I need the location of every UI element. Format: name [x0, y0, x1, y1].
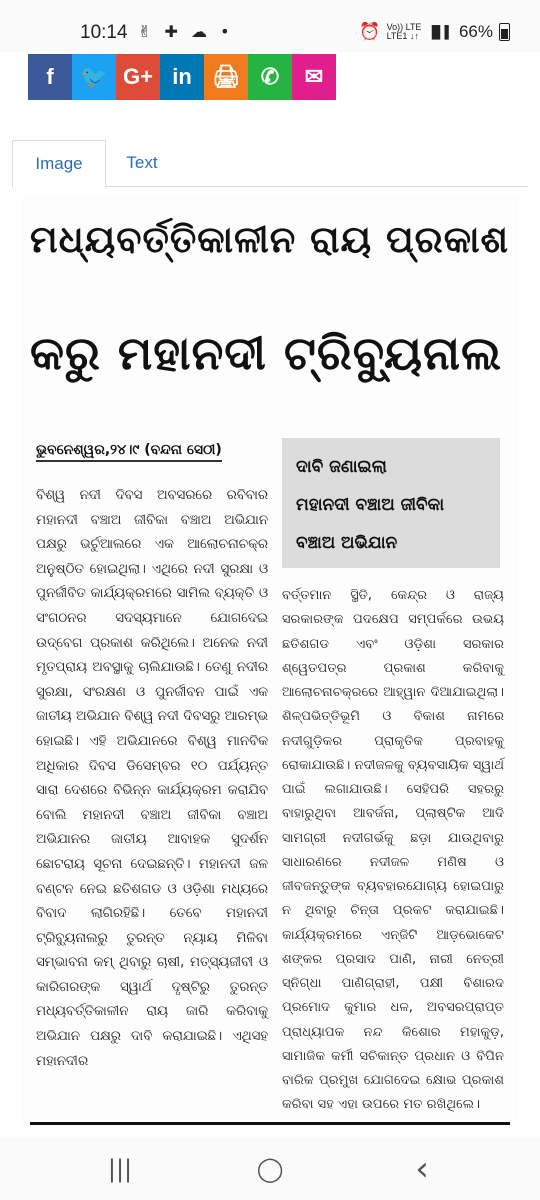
tab-text[interactable]: Text: [126, 153, 158, 172]
subhead-line-3: ବଞ୍ଚାଅ ଅଭିଯାନ: [296, 533, 398, 553]
dateline: ଭୁବନେଶ୍ୱର,୨୪।୯ (ବନ୍ଦନା ସେଠୀ): [36, 442, 222, 462]
tab-image[interactable]: Image: [12, 140, 106, 188]
facebook-share-button[interactable]: f: [28, 54, 72, 100]
back-button[interactable]: ‹: [415, 1149, 429, 1189]
status-bar: [0, 0, 540, 52]
home-button[interactable]: ◯: [256, 1155, 284, 1183]
whatsapp-share-button[interactable]: ✆: [248, 54, 292, 100]
article-bottom-rule: [30, 1122, 510, 1125]
battery-icon: [499, 23, 510, 41]
network-label-top: Vo)) LTE: [386, 22, 422, 32]
print-share-button[interactable]: 🖨: [204, 54, 248, 100]
email-share-button[interactable]: ✉: [292, 54, 336, 100]
headline-line-2: କରୁ ମହାନଦୀ ଟ୍ରିବ୍ୟୁନାଲ: [30, 326, 503, 380]
alarm-icon: ⏰: [359, 22, 381, 41]
status-right-group: [359, 22, 510, 42]
network-indicator: [387, 23, 422, 41]
signal-icon: ▐▌▌: [427, 25, 453, 39]
recents-button[interactable]: |||: [107, 1155, 133, 1183]
share-bar: [28, 54, 336, 100]
view-tabs: [12, 140, 528, 187]
notification-icons: ✌ ✚ ☁ •: [138, 22, 234, 41]
network-label-bottom: LTE1 ↓↑: [386, 31, 419, 41]
article-left-column: ବିଶ୍ୱ ନଦୀ ଦିବସ ଅବସରରେ ରବିବାର ମହାନଦୀ ବଞ୍ଚାଅ ଜୀବିକା ବଞ୍ଚାଅ ଅଭିଯାନ ପକ୍ଷରୁ ଭର୍ଚୁଆଲରେ ଏକ ଆଲୋଚନାଚକ୍ର ଅନୁଷ୍ଠିତ ହୋଇଥିଲା। ଏଥିରେ ନଦୀ ସୁରକ୍ଷା ଓ ପୁନର୍ଜୀବିତ କାର୍ଯ୍ୟକ୍ରମରେ ସାମିଲ ବ୍ୟକ୍ତି ଓ ସଂଗଠନର ସଦସ୍ୟମାନେ ଯୋଗଦେଇ ଉଦ୍‌ବେଗ ପ୍ରକାଶ କରିଥିଲେ। ଅନେକ ନଦୀ ମୃତପ୍ରାୟ ଅବସ୍ଥାକୁ ଚାଲିଯାଉଛି। ତେଣୁ ନଦୀର ସୁରକ୍ଷା, ସଂରକ୍ଷଣ ଓ ପୁନର୍ଜୀବନ ପାଇଁ ଏକ ଜାତୀୟ ଅଭିଯାନ ବିଶ୍ୱ ନଦୀ ଦିବସରୁ ଆରମ୍ଭ ହୋଇଛି। ଏହି ଅଭିଯାନରେ ବିଶ୍ୱ ମାନବିକ ଅଧିକାର ଦିବସ ଡିସେମ୍ବର ୧୦ ପର୍ଯ୍ୟନ୍ତ ସାରା ଦେଶରେ ବିଭିନ୍ନ କାର୍ଯ୍ୟକ୍ରମ କରାଯିବ ବୋଲି ମହାନଦୀ ବଞ୍ଚାଅ ଜୀବିକା ବଞ୍ଚାଅ ଅଭିଯାନର ଜାତୀୟ ଆବାହକ ସୁଦର୍ଶନ ଛୋଟରାୟ ସୂଚନା ଦେଇଛନ୍ତି। ମହାନଦୀ ଜଳ ବଣ୍ଟନ ନେଇ ଛତିଶଗଡ ଓ ଓଡ଼ିଶା ମଧ୍ୟରେ ବିବାଦ ଲାଗିରହିଛି। ତେବେ ମହାନଦୀ ଟ୍ରିବ୍ୟୁନାଲରୁ ତୁରନ୍ତ ନ୍ୟାୟ ମିଳିବା ସମ୍ଭାବନା କମ୍ ଥିବାରୁ ଚାଷୀ, ମତ୍ସ୍ୟଜୀବୀ ଓ କାରିଗରଙ୍କ ସ୍ୱାର୍ଥ ଦୃଷ୍ଟିରୁ ତୁରନ୍ତ ମଧ୍ୟବର୍ତ୍ତିକାଳୀନ ରାୟ ଜାରି କରିବାକୁ ଅଭିଯାନ ପକ୍ଷରୁ ଦାବି କରାଯାଇଛି। ଏଥିସହ ମହାନଦୀର: [36, 488, 268, 1069]
subhead-line-2: ମହାନଦୀ ବଞ୍ଚାଅ ଜୀବିକା: [296, 495, 445, 515]
google-plus-share-button[interactable]: G+: [116, 54, 160, 100]
subhead-line-1: ଦାବି ଜଣାଇଲା: [296, 457, 387, 477]
system-nav-bar: [0, 1138, 540, 1200]
linkedin-share-button[interactable]: in: [160, 54, 204, 100]
subhead-box: [282, 438, 500, 568]
twitter-share-button[interactable]: 🐦: [72, 54, 116, 100]
headline-line-1: ମଧ୍ୟବର୍ତ୍ତିକାଳୀନ ରାୟ ପ୍ରକାଶ: [30, 218, 510, 261]
status-time: 10:14: [80, 22, 128, 43]
article-right-column: ବର୍ତ୍ତମାନ ସ୍ଥିତି, କେନ୍ଦ୍ର ଓ ରାଜ୍ୟ ସରକାରଙ୍କ ପଦକ୍ଷେପ ସମ୍ପର୍କରେ ଉଭୟ ଛତିଶଗଡ ଏବଂ ଓଡ଼ିଶା ସରକାର ଶ୍ୱେତପତ୍ର ପ୍ରକାଶ କରିବାକୁ ଆଲୋଚନାଚକ୍ରରେ ଆହ୍ୱାନ ଦିଆଯାଇଥିଲା। ଶିଳ୍ପଭିତ୍ତିଭୂମି ଓ ବିକାଶ ନାମରେ ନଦୀଗୁଡ଼ିକର ପ୍ରାକୃତିକ ପ୍ରବାହକୁ ରୋକାଯାଉଛି। ନଦୀଜଳକୁ ବ୍ୟବସାୟିକ ସ୍ୱାର୍ଥ ପାଇଁ ଲଗାଯାଉଛି। ସେହିପରି ସହରରୁ ବାହାରୁଥିବା ଆବର୍ଜନା, ପ୍ଲାଷ୍ଟିକ ଆଦି ସାମଗ୍ରୀ ନଦୀଗର୍ଭକୁ ଛଡ଼ା ଯାଉଥିବାରୁ ସାଧାରଣରେ ନଦୀଜଳ ମଣିଷ ଓ ଜୀବଜନ୍ତୁଙ୍କ ବ୍ୟବହାରଯୋଗ୍ୟ ହୋଇପାରୁ ନ ଥିବାରୁ ଚିନ୍ତା ପ୍ରକଟ କରାଯାଇଛି। କାର୍ଯ୍ୟକ୍ରମରେ ଏନ୍‌ଜିଟି ଆଡ଼ଭୋକେଟ ଶଙ୍କର ପ୍ରସାଦ ପାଣି, ନାରୀ ନେତ୍ରୀ ସ୍ନିଗ୍ଧା ପାଣିଗ୍ରାହୀ, ପକ୍ଷୀ ବିଶାରଦ ପ୍ରମୋଦ କୁମାର ଧଳ, ଅବସରପ୍ରାପ୍ତ ପ୍ରାଧ୍ୟାପକ ନନ୍ଦ କିଶୋର ମହାକୁଡ଼, ସାମାଜିକ କର୍ମୀ ସଚିକାନ୍ତ ପ୍ରଧାନ ଓ ବିପିନ ବାରିକ ପ୍ରମୁଖ ଯୋଗଦେଇ କ୍ଷୋଭ ପ୍ରକାଶ କରିବା ସହ ଏହା ଉପରେ ମତ ରଖିଥିଲେ।: [282, 588, 504, 1113]
battery-percent: 66%: [458, 22, 493, 41]
